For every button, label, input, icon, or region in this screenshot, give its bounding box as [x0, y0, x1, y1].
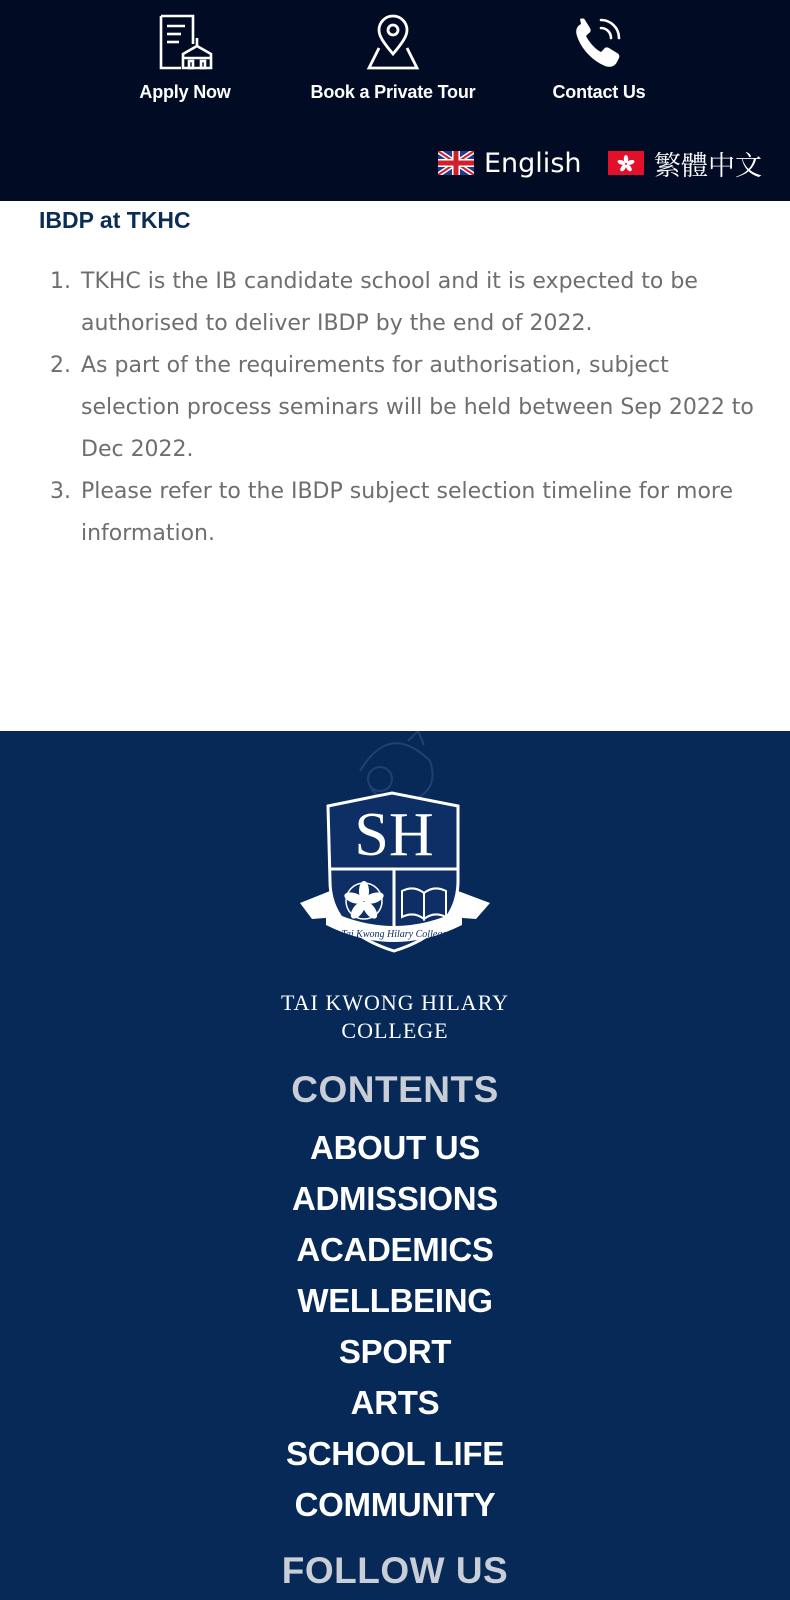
contents-heading: CONTENTS: [291, 1069, 499, 1110]
language-chinese-label: 繁體中文: [654, 150, 762, 182]
school-name-line1: TAI KWONG HILARY: [280, 990, 510, 1015]
list-item-number: 1.: [50, 269, 71, 294]
list-item-text: As part of the requirements for authorisation, subject selection process seminars will be held between Sep 2022 to Dec 2022.: [81, 353, 754, 462]
apply-now-link[interactable]: [80, 14, 290, 103]
ibdp-points-list: [50, 261, 755, 555]
crest-ribbon-text: Tai Kwong Hilary College: [341, 929, 447, 940]
uk-flag-icon: [438, 151, 474, 175]
top-header: [0, 0, 790, 201]
school-name-line2: COLLEGE: [341, 1018, 449, 1043]
section-title: IBDP at TKHC: [39, 207, 191, 233]
follow-us-heading: FOLLOW US: [281, 1550, 509, 1591]
footer-nav-admissions[interactable]: ADMISSIONS: [291, 1180, 499, 1217]
application-form-icon: [153, 14, 217, 72]
footer-nav-about-us[interactable]: ABOUT US: [310, 1129, 480, 1166]
footer-nav: [0, 1122, 790, 1530]
school-name: [0, 989, 790, 1045]
list-item: [50, 261, 755, 345]
language-chinese[interactable]: [608, 145, 762, 181]
apply-now-label: Apply Now: [139, 82, 231, 102]
list-item: [50, 345, 755, 471]
language-english-label: English: [484, 147, 582, 179]
list-item-number: 3.: [50, 479, 71, 504]
main-content: [0, 201, 790, 731]
footer-nav-school-life[interactable]: SCHOOL LIFE: [286, 1435, 504, 1472]
hong-kong-flag-icon: [608, 151, 644, 175]
list-item: [50, 471, 755, 555]
footer-nav-sport[interactable]: SPORT: [338, 1333, 452, 1370]
footer-nav-academics[interactable]: ACADEMICS: [296, 1231, 494, 1268]
crest-monogram: SH: [354, 801, 434, 869]
book-tour-label: Book a Private Tour: [310, 82, 476, 102]
list-item-text: Please refer to the IBDP subject selection timeline for more information.: [81, 479, 733, 546]
list-item-text: TKHC is the IB candidate school and it is expected to be authorised to deliver IBDP by the end of 2022.: [81, 269, 698, 336]
phone-icon: [567, 14, 631, 72]
footer-nav-community[interactable]: COMMUNITY: [294, 1486, 496, 1523]
site-footer: [0, 731, 790, 1600]
school-crest-logo[interactable]: [290, 731, 500, 961]
map-pin-icon: [361, 14, 425, 72]
contact-us-label: Contact Us: [552, 82, 646, 102]
language-english[interactable]: [438, 145, 582, 181]
contact-us-link[interactable]: [494, 14, 704, 103]
footer-nav-wellbeing[interactable]: WELLBEING: [297, 1282, 493, 1319]
list-item-number: 2.: [50, 353, 71, 378]
footer-nav-arts[interactable]: ARTS: [350, 1384, 440, 1421]
book-tour-link[interactable]: [288, 14, 498, 103]
